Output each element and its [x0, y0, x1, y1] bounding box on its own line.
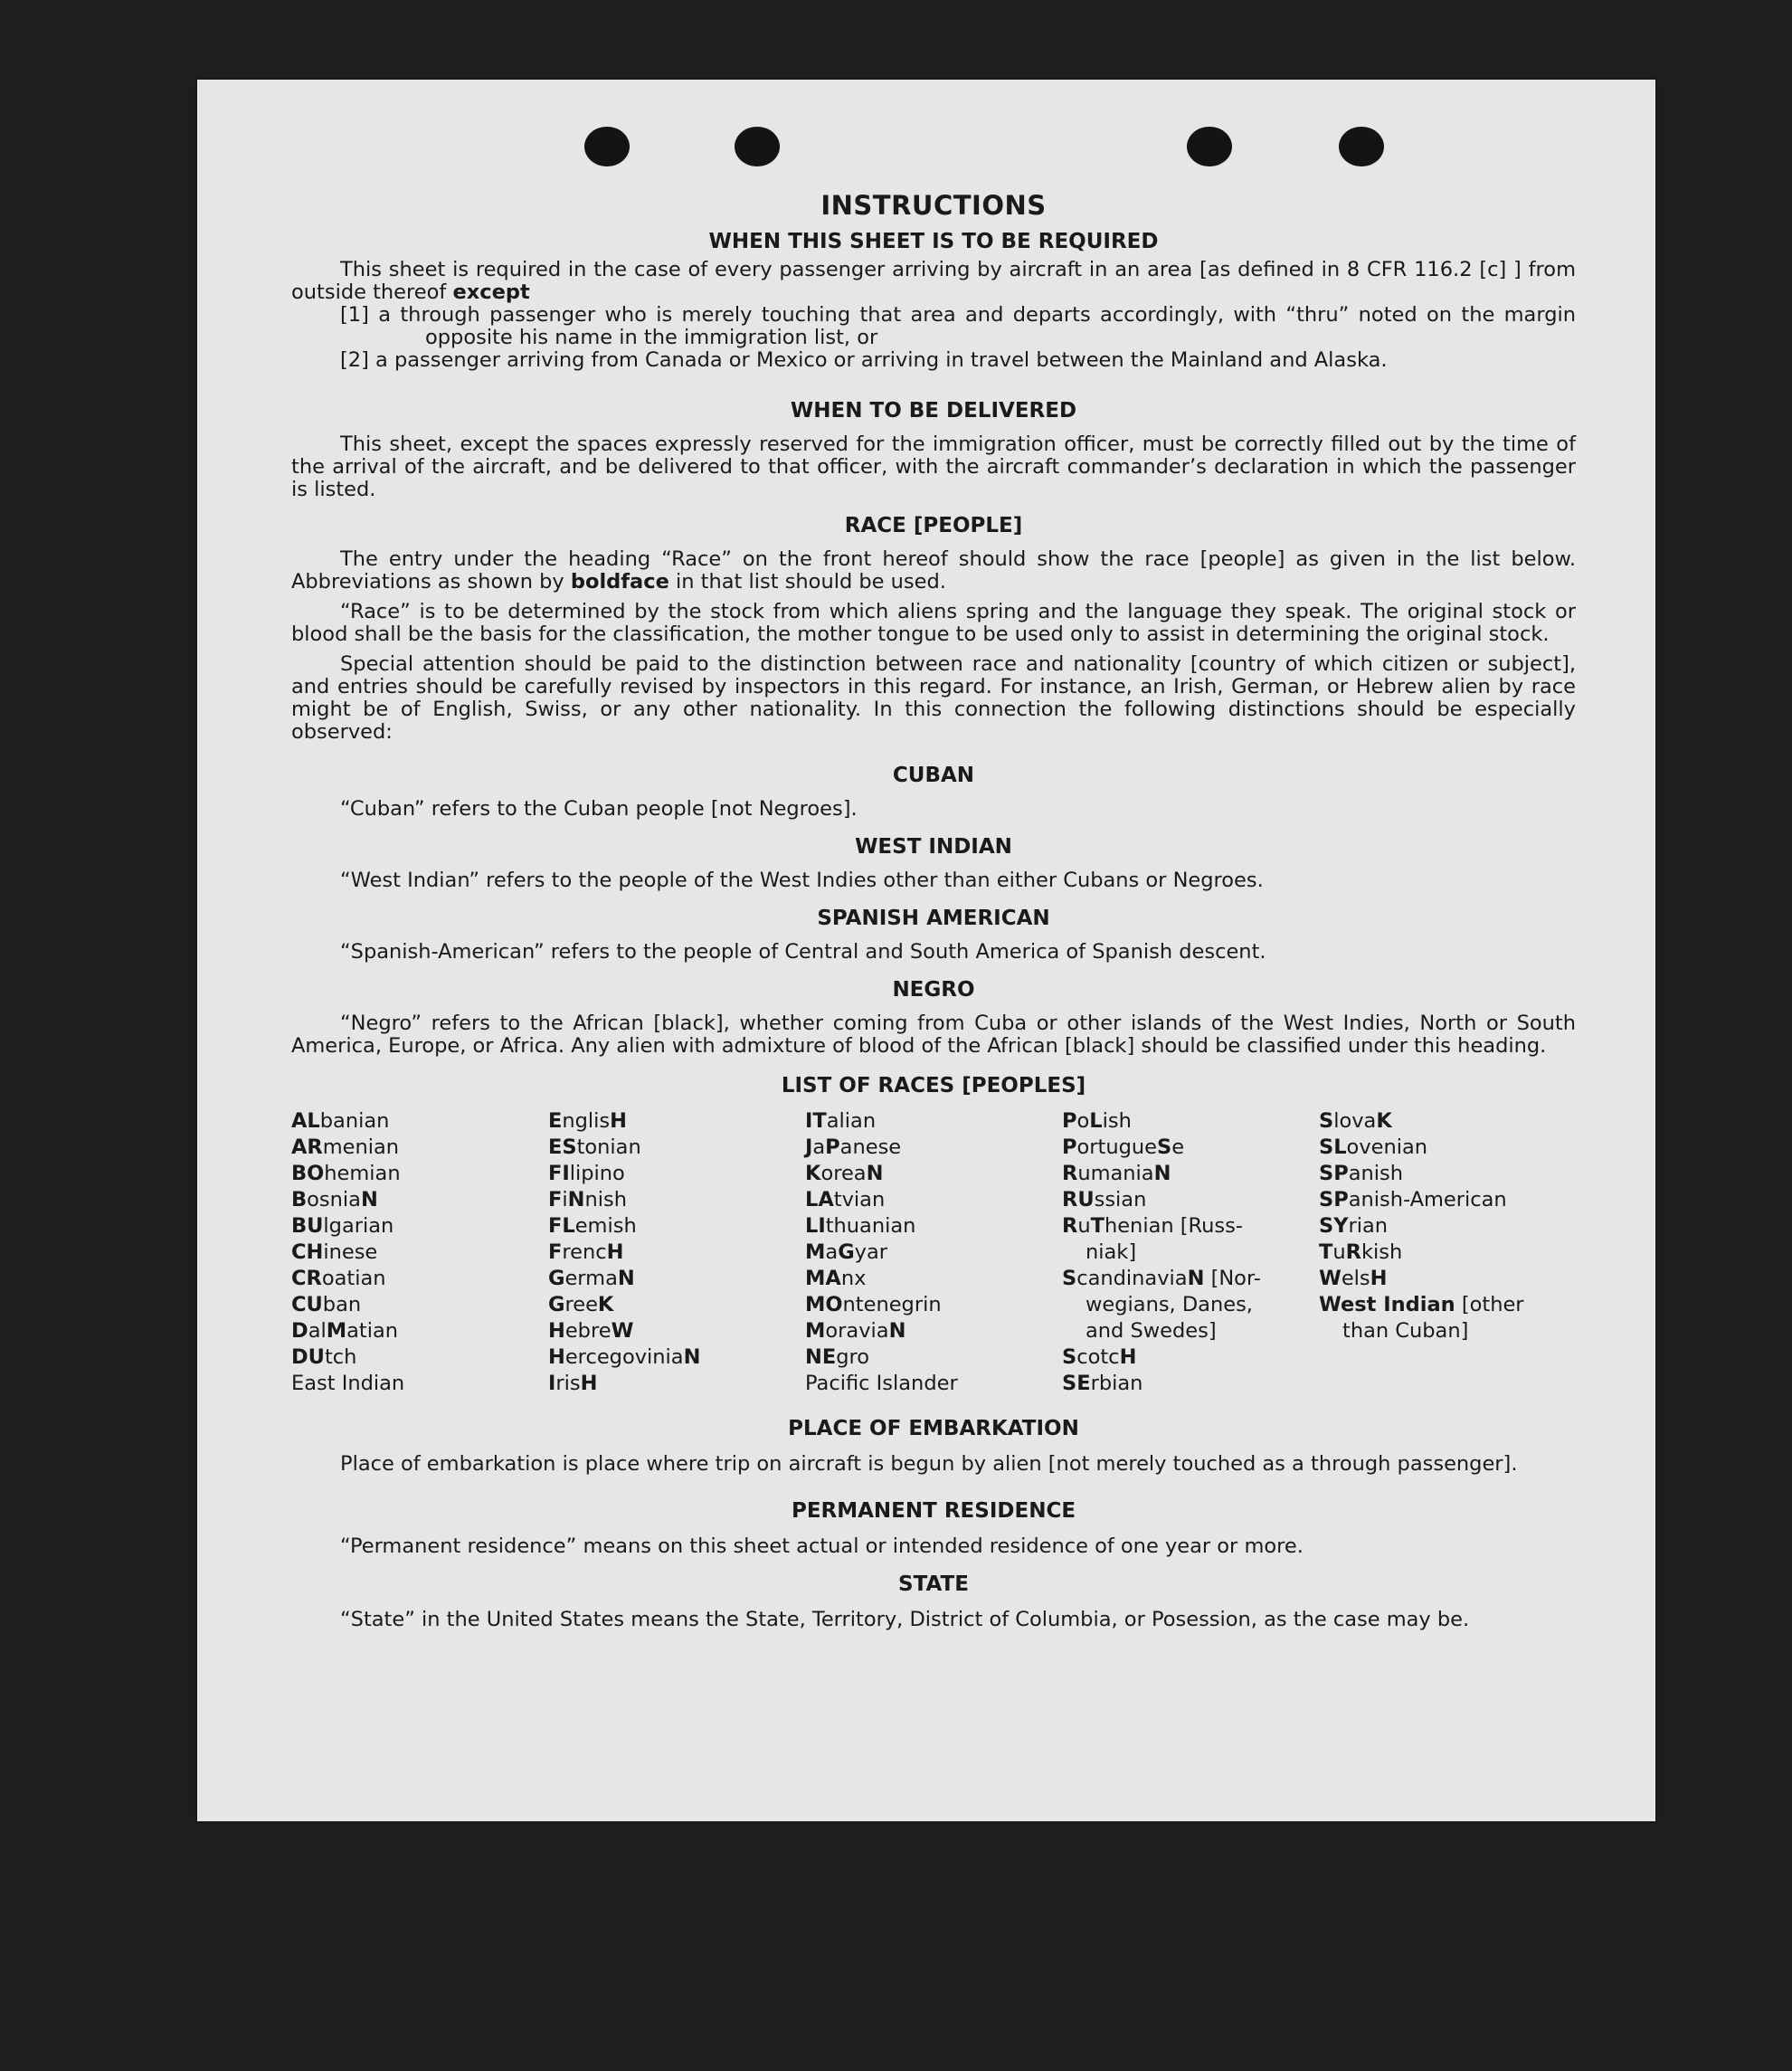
race-entry: FiNnish: [548, 1188, 627, 1211]
heading-cuban: CUBAN: [892, 764, 975, 787]
race-entry: SPanish: [1319, 1162, 1403, 1185]
race-entry: GermaN: [548, 1267, 635, 1290]
race-entry: wegians, Danes,: [1086, 1293, 1253, 1316]
race-entry: HercegoviniaN: [548, 1345, 701, 1369]
race-entry: CRoatian: [291, 1267, 386, 1290]
race-entry: than Cuban]: [1342, 1319, 1469, 1343]
race-entry: EStonian: [548, 1135, 641, 1159]
race-entry: LIthuanian: [805, 1214, 916, 1238]
race-paragraph-1: The entry under the heading “Race” on the front hereof should show the race [people] as given in the list below. Abbreviations as shown by boldface in that list should be used.: [291, 547, 1576, 594]
race-entry: BosniaN: [291, 1188, 378, 1211]
required-item-2: [2] a passenger arriving from Canada or Mexico or arriving in travel between the Mainland and Alaska.: [340, 348, 1388, 372]
race-entry: MaGyar: [805, 1240, 888, 1264]
race-entry: TuRkish: [1319, 1240, 1403, 1264]
race-entry: JaPanese: [805, 1135, 902, 1159]
race-entry: RuThenian [Russ-: [1062, 1214, 1243, 1238]
race-entry: FrencH: [548, 1240, 624, 1264]
race-entry: HebreW: [548, 1319, 634, 1343]
race-entry: ALbanian: [291, 1109, 390, 1133]
heading-state: STATE: [898, 1572, 969, 1596]
document-sheet: [197, 80, 1655, 1821]
race-entry: PortugueSe: [1062, 1135, 1185, 1159]
heading-permanent-residence: PERMANENT RESIDENCE: [791, 1499, 1076, 1523]
heading-embarkation: PLACE OF EMBARKATION: [788, 1417, 1079, 1440]
race-paragraph-2: “Race” is to be determined by the stock from which aliens spring and the language they speak. The original stock or blood shall be the basis for the classification, the mother tongue to be used only to assist in determining the original stock.: [291, 600, 1576, 646]
race-entry: IrisH: [548, 1372, 598, 1395]
race-entry: RUssian: [1062, 1188, 1147, 1211]
race-entry: CHinese: [291, 1240, 378, 1264]
races-column-3: [805, 1108, 1062, 1397]
heading-list-of-races: LIST OF RACES [PEOPLES]: [781, 1074, 1086, 1097]
state-text: “State” in the United States means the State, Territory, District of Columbia, or Posession, as the case may be.: [340, 1608, 1470, 1631]
west-indian-text: “West Indian” refers to the people of the West Indies other than either Cubans or Negroes.: [340, 869, 1264, 892]
race-entry: ScotcH: [1062, 1345, 1137, 1369]
race-entry: niak]: [1086, 1240, 1137, 1264]
race-entry: DalMatian: [291, 1319, 399, 1343]
instructions-content: [291, 190, 1576, 1631]
race-entry: WelsH: [1319, 1267, 1388, 1290]
required-item-1: [1] a through passenger who is merely touching that area and departs accordingly, with “thru” noted on the margin opposite his name in the immigration list, or: [340, 303, 1576, 349]
race-entry: PoLish: [1062, 1109, 1132, 1133]
heading-negro: NEGRO: [892, 978, 975, 1002]
punch-hole-2: [735, 127, 780, 166]
race-entry: West Indian [other: [1319, 1293, 1524, 1316]
race-entry: BUlgarian: [291, 1214, 394, 1238]
race-entry: GreeK: [548, 1293, 614, 1316]
races-list: [291, 1108, 1576, 1397]
negro-text: “Negro” refers to the African [black], whether coming from Cuba or other islands of the West Indies, North or South America, Europe, or Africa. Any alien with admixture of blood of the African [black] should be classified under this heading.: [291, 1012, 1576, 1058]
spanish-american-text: “Spanish-American” refers to the people of Central and South America of Spanish descent.: [340, 940, 1266, 964]
race-entry: East Indian: [291, 1372, 405, 1395]
race-entry: SYrian: [1319, 1214, 1389, 1238]
race-entry: MOntenegrin: [805, 1293, 942, 1316]
races-column-4: [1062, 1108, 1319, 1397]
heading-when-delivered: WHEN TO BE DELIVERED: [790, 399, 1077, 423]
races-column-1: [291, 1108, 548, 1397]
required-intro: This sheet is required in the case of every passenger arriving by aircraft in an area [as defined in 8 CFR 116.2 [c] ] from outside thereof except: [291, 258, 1576, 304]
race-entry: ARmenian: [291, 1135, 400, 1159]
race-entry: DUtch: [291, 1345, 357, 1369]
punch-hole-4: [1339, 127, 1384, 166]
heading-race: RACE [PEOPLE]: [844, 514, 1023, 537]
races-column-2: [548, 1108, 805, 1397]
boldface-word: boldface: [570, 570, 669, 594]
page-title: INSTRUCTIONS: [820, 190, 1047, 221]
race-entry: EnglisH: [548, 1109, 627, 1133]
race-entry: BOhemian: [291, 1162, 401, 1185]
race-entry: MAnx: [805, 1267, 867, 1290]
races-column-5: [1319, 1108, 1576, 1397]
race-entry: KoreaN: [805, 1162, 884, 1185]
race-entry: RumaniaN: [1062, 1162, 1171, 1185]
race-entry: ITalian: [805, 1109, 877, 1133]
race-entry: SlovaK: [1319, 1109, 1392, 1133]
race-entry: Pacific Islander: [805, 1372, 958, 1395]
race-entry: FIlipino: [548, 1162, 625, 1185]
embarkation-text: Place of embarkation is place where trip on aircraft is begun by alien [not merely touched as a through passenger].: [340, 1452, 1518, 1476]
race-entry: NEgro: [805, 1345, 870, 1369]
residence-text: “Permanent residence” means on this sheet actual or intended residence of one year or more.: [340, 1534, 1304, 1558]
heading-when-required: WHEN THIS SHEET IS TO BE REQUIRED: [708, 230, 1159, 253]
race-paragraph-3: Special attention should be paid to the distinction between race and nationality [country of which citizen or subject], and entries should be carefully revised by inspectors in this regard. For instance, an Irish, German, or Hebrew alien by race might be of English, Swiss, or any other nationality. In this connection the following distinctions should be especially observed:: [291, 652, 1576, 744]
race-entry: CUban: [291, 1293, 362, 1316]
heading-spanish-american: SPANISH AMERICAN: [817, 907, 1050, 930]
race-entry: and Swedes]: [1086, 1319, 1217, 1343]
race-entry: SErbian: [1062, 1372, 1143, 1395]
heading-west-indian: WEST INDIAN: [855, 835, 1012, 859]
race-entry: FLemish: [548, 1214, 637, 1238]
race-entry: SLovenian: [1319, 1135, 1428, 1159]
except-word: except: [452, 280, 530, 304]
race-entry: MoraviaN: [805, 1319, 906, 1343]
punch-hole-3: [1187, 127, 1232, 166]
race-entry: ScandinaviaN [Nor-: [1062, 1267, 1261, 1290]
race-entry: LAtvian: [805, 1188, 886, 1211]
delivered-text: This sheet, except the spaces expressly reserved for the immigration officer, must be correctly filled out by the time of the arrival of the aircraft, and be delivered to that officer, with the aircraft commander’s declaration in which the passenger is listed.: [291, 432, 1576, 501]
race-entry: SPanish-American: [1319, 1188, 1507, 1211]
punch-hole-1: [584, 127, 630, 166]
cuban-text: “Cuban” refers to the Cuban people [not Negroes].: [340, 797, 858, 821]
